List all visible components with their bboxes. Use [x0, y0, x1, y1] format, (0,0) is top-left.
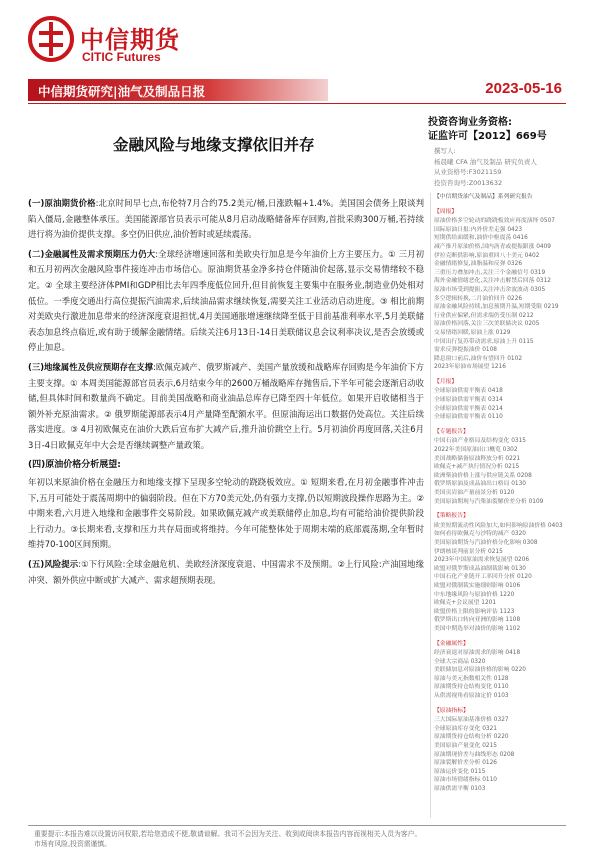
sidebar-report-link[interactable]: 从供需视角看原油定价 0103 [434, 693, 509, 700]
sidebar-report-link[interactable]: 三大国际原油基准价格 0327 [434, 717, 509, 724]
sidebar-report-link[interactable]: 原油运价变化 0115 [434, 768, 486, 775]
related-reports-sidebar [434, 193, 574, 794]
sidebar-group [434, 512, 574, 633]
section-geopolitical-support [28, 360, 424, 454]
company-logo [28, 14, 178, 66]
sidebar-group [434, 707, 574, 794]
sidebar-report-link[interactable]: 原油期货持仓结构变化 0110 [434, 684, 509, 691]
sidebar-report-link[interactable]: 欧盟价格上限的影响评估 1123 [434, 608, 515, 615]
citic-logo-icon [28, 16, 74, 62]
report-date: 2023-05-16 [485, 80, 562, 97]
sidebar-report-link[interactable]: 行业供应偏紧,但需求端仍受压制 0212 [434, 312, 534, 319]
sidebar-report-link[interactable]: 2023年原油市场展望 1216 [434, 364, 506, 371]
sidebar-report-link[interactable]: 短期供给面缓和,油价中枢震荡 0416 [434, 235, 528, 242]
sidebar-report-link[interactable]: 2023年中国原油需求恢复展望 0206 [434, 557, 530, 564]
sidebar-report-link[interactable]: 原油裂解价差分析 0126 [434, 760, 497, 767]
sidebar-report-link[interactable]: 美国战略储备原油释放分析 0221 [434, 455, 521, 462]
section-heading: (五)风险提示 [28, 559, 79, 570]
sidebar-report-link[interactable]: 原油期货持仓结构分析 0220 [434, 734, 509, 741]
analyst-line: 撰写人: [434, 147, 456, 155]
sidebar-group-title: 【周报】 [434, 208, 458, 215]
sidebar-report-link[interactable]: 欧盟对俄制裁实施细则影响 0106 [434, 582, 521, 589]
sidebar-report-link[interactable]: 美国页岩油产量前景分析 0120 [434, 490, 515, 496]
sidebar-report-link[interactable]: 原油金融风险持续,加息预期升温,短期受限 0219 [434, 304, 559, 311]
certification-label: 投资咨询业务资格: [428, 117, 512, 128]
column-divider [430, 193, 431, 818]
sidebar-report-link[interactable]: 原油价格多空轮动的跷跷板效应再度演绎 0507 [434, 218, 555, 225]
sidebar-group-title: 【专题报告】 [434, 428, 469, 435]
sidebar-report-link[interactable]: 欧盟对俄罗斯成品油制裁影响 0130 [434, 565, 526, 572]
report-type-label: 中信期货研究|油气及制品日报 [38, 84, 206, 99]
section-risk [28, 557, 424, 588]
sidebar-report-link[interactable]: 全球大宗商品 0320 [434, 658, 486, 665]
company-name-cn: 中信期货 [80, 26, 180, 54]
sidebar-report-link[interactable]: 美国原油期货与汽油价格分化影响 0308 [434, 539, 538, 546]
analyst-line: 从业资格号:F3021159 [434, 168, 502, 176]
section-text: :欧佩克减产、俄罗斯减产、美国产量放缓和战略库存回购是今年油价下方主要支撑。① 本周美国能源部官员表示,6月结束今年的2600万桶战略库存抛售后,下半年可能会逐渐启动收储,但具体时间和数量尚不确定。目前美国战略和商业油品总库存已降至四十年低位。如果开启收储相当于额外补充原油需求。② 俄罗斯能源部表示4月产量降至配额水平。但原油海运出口数据仍处高位。关注后续落实进度。③ 4月初欧佩克在油价大跌后宣布扩大减产后,推升油价跳空上行。5月初油价再度回落,关注6月3日-4日欧佩克年中大会是否继续调整产量政策。 [28, 361, 424, 450]
report-type-banner [28, 79, 328, 101]
section-heading: (一)原油期货价格 [28, 198, 96, 208]
company-name-en: CITIC Futures [82, 50, 161, 64]
sidebar-report-link[interactable]: 美联储加息对原油价格的影响 0220 [434, 667, 526, 674]
sidebar-report-link[interactable]: 全球原油供需平衡表 0418 [434, 388, 503, 395]
sidebar-report-link[interactable]: 中东地缘风险与原油价格 1220 [434, 591, 515, 598]
sidebar-report-link[interactable]: 俄罗斯原油及成品油出口格局 0130 [434, 481, 526, 488]
sidebar-report-link[interactable]: 欧佩克+减产执行情况分析 0215 [434, 464, 520, 471]
sidebar-report-link[interactable]: 全球原油供需平衡表 0214 [434, 405, 503, 412]
header-divider [28, 103, 566, 104]
sidebar-report-link[interactable]: 美国原油产量变化 0215 [434, 743, 497, 750]
sidebar-report-link[interactable]: 全球原油供需平衡表 0110 [434, 414, 503, 421]
sidebar-report-link[interactable]: 三重压力叠加冲击,关注三个金融信号 0319 [434, 269, 546, 276]
sidebar-report-link[interactable]: 欧洲柴油价格上涨与供应链关系 0208 [434, 472, 532, 479]
footer-divider [28, 825, 566, 826]
report-title: 金融风险与地缘支撑依旧并存 [113, 136, 315, 154]
sidebar-report-link[interactable]: 经济衰退对原油需求的影响 0418 [434, 650, 521, 657]
sidebar-report-link[interactable]: 全球原油库存变化 0321 [434, 725, 497, 732]
certification-number: 证监许可【2012】669号 [428, 131, 547, 142]
sidebar-report-link[interactable]: 伊朗核谈判前景分析 0215 [434, 548, 503, 555]
sidebar-report-link[interactable]: 减产推升原油价格,国内沥青或提振跟涨 0409 [434, 243, 551, 250]
sidebar-report-link[interactable]: 俄罗斯出口转向亚洲的影响 1108 [434, 617, 521, 624]
sidebar-group-title: 【原油指标】 [434, 707, 469, 714]
sidebar-report-link[interactable]: 全球原油供需平衡表 0314 [434, 397, 503, 404]
sidebar-report-link[interactable]: 交易情绪回暖,原油上涨 0129 [434, 329, 511, 336]
section-financial-pressure [28, 247, 424, 356]
sidebar-group [434, 428, 574, 506]
sidebar-report-link[interactable]: 中国出行复苏带动需求,原油上升 0115 [434, 338, 534, 345]
sidebar-report-link[interactable]: 美国原油期现与汽柴油裂解价差分析 0109 [434, 498, 544, 505]
sidebar-report-link[interactable]: 如何看待欧佩克与沙特的减产 0320 [434, 531, 526, 538]
section-text: :全球经济增速回落和美欧央行加息是今年油价上方主要压力。① 三月初和五月初两次金融风险事件接连冲击市场信心。原油期货基金净多持仓伴随油价起落,显示交易情绪较不稳定。② 全球主要经济体PMI和GDP相比去年四季度低位回升,但目前恢复主要集中在服务业,制造业仍处相对低位。一季度交通出行高位提振汽油需求,后续油品需求继续恢复,需要关注工业活动启动进度。③ 相比前期对美欧央行激进加息带来的经济深度衰退担忧,4月美国通胀增速继续降至低于目前基准利率水平,5月美联储表态加息终点临近,或有助于缓解金融情绪。后续关注6月13日-14日美联储议息会议利率决议,是否会放缓或停止加息。 [28, 248, 424, 353]
sidebar-report-link[interactable]: 需求反弹提振油价 0108 [434, 347, 497, 354]
sidebar-group-title: 【策略报告】 [434, 513, 469, 520]
analyst-info [434, 146, 537, 188]
sidebar-report-link[interactable]: 中国石油产业格局及结构变化 0315 [434, 438, 526, 445]
analysis-heading: (四)原油价格分析展望: [28, 459, 121, 470]
sidebar-report-link[interactable]: 原油市场情绪指标 0110 [434, 777, 497, 784]
analyst-line: 杨晨曦 CFA 油气及制品 研究负责人 [434, 157, 537, 166]
sidebar-group [434, 378, 574, 422]
sidebar-report-link[interactable]: 美国中期选举对油价的影响 1102 [434, 625, 521, 632]
sidebar-group-title: 【月报】 [434, 378, 458, 385]
sidebar-groups [434, 208, 574, 794]
sidebar-report-link[interactable]: 原油期现价差与曲线形态 0208 [434, 751, 515, 758]
sidebar-report-link[interactable]: 国际原油日报:内外价差走强 0423 [434, 226, 523, 233]
sidebar-report-link[interactable]: 金融情绪修复,油脂温和反弹 0326 [434, 261, 523, 268]
sidebar-group-title: 【金融属性】 [434, 640, 469, 647]
analyst-line: 投资咨询号:Z0013632 [434, 178, 503, 187]
sidebar-group [434, 208, 574, 372]
section-heading: (二)金融属性及需求预期压力仍大 [28, 248, 156, 259]
sidebar-report-link[interactable]: 原油价格回落,关注三次美联储决议 0205 [434, 321, 540, 328]
sidebar-report-link[interactable]: 2022年美国原油出口概览 0302 [434, 447, 518, 454]
sidebar-report-link[interactable]: 欧美短期流动性风险加大,如何影响原油价格 0403 [434, 522, 563, 529]
sidebar-report-link[interactable]: 原油供需平衡 0103 [434, 786, 486, 792]
report-body [28, 196, 424, 592]
sidebar-report-link[interactable]: 中国石化产业链开工率回升分析 0120 [434, 574, 532, 581]
sidebar-report-link[interactable]: 原油与美元指数相关性 0128 [434, 675, 509, 682]
section-text: :北京时间早七点,布伦特7月合约75.2美元/桶,日涨跌幅+1.4%。美国国会债务上限谈判陷入僵局,金融整体承压。美国能源部官员表示可能从8月启动战略储备库存回购,首批采购300万桶,若持续进行将为油价提供支撑。多空仍旧供应,油价暂时或延续震荡。 [28, 198, 424, 240]
sidebar-heading: 【中信期货油气及制品】系列研究报告 [434, 194, 533, 200]
sidebar-group [434, 640, 574, 701]
section-crude-price [28, 196, 424, 243]
sidebar-report-link[interactable]: 欧佩克+会议展望 1201 [434, 600, 497, 607]
section-text: :①下行风险:全球金融危机、美欧经济深度衰退、中国需求不及预期。②上行风险:产油国地缘冲突、额外供应中断或扩大减产、需求超预期表现。 [28, 559, 425, 585]
analysis-text: 年初以来原油价格在金融压力和地缘支撑下呈现多空轮动的跷跷板效应。① 短期来看,在月初金融事件冲击下,五月可能处于震荡周期中的偏弱阶段。但在下方70美元处,仍有强力支撑,仍以短期波段操作思路为主。② 中期来看,六月进入地缘和金融事件交易阶段。如果欧佩克减产或美联储停止加息,均有可能给油价提供阶段上行动力。③长期来看,支撑和压力共存局面或将维持。今年可能整体处于周期末端的底部震荡期,全年暂时维持70-100区间预期。 [28, 477, 424, 550]
footer-disclaimer: 重要提示:本报告难以设置访问权限,若给您造成不便,敬请谅解。我司不会因为关注、收到或阅读本报告内容而视相关人员为客户。市场有风险,投资需谨慎。 [34, 830, 422, 848]
sidebar-report-link[interactable]: 海外金融情绪恶化,关注冲击解禁后回落 0312 [434, 278, 551, 285]
sidebar-report-link[interactable]: 原油市场受到提振,关注冲击余波波动 0305 [434, 286, 546, 293]
sidebar-report-link[interactable]: 伊拉克断供影响,原油重回八十美元 0402 [434, 252, 540, 259]
sidebar-report-link[interactable]: 降息窗口前后,油价有望回升 0102 [434, 355, 523, 362]
sidebar-report-link[interactable]: 多空逻辑转换,二月油价回升 0226 [434, 295, 523, 302]
section-heading: (三)地缘属性及供应预期存在支撑 [28, 361, 153, 372]
